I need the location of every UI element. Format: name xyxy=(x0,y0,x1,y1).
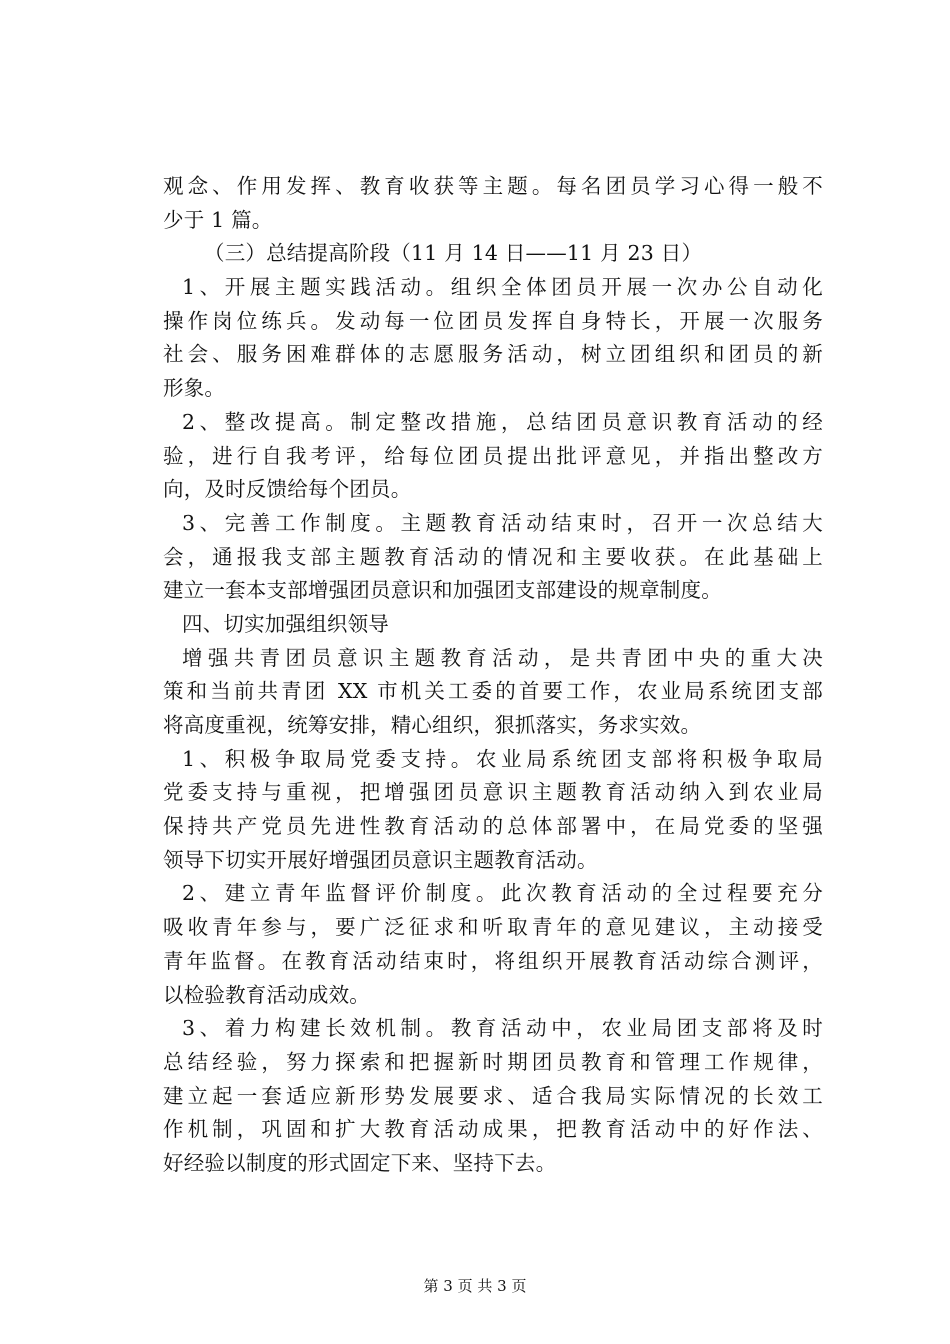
text-line: 增强共青团员意识主题教育活动，是共青团中央的重大决 xyxy=(182,645,823,670)
text-line: 1、开展主题实践活动。组织全体团员开展一次办公自动化 xyxy=(182,275,823,300)
document-body xyxy=(163,170,823,1181)
page-footer: 第 3 页 共 3 页 xyxy=(423,1277,527,1295)
text-line: 社会、服务困难群体的志愿服务活动，树立团组织和团员的新 xyxy=(163,342,823,367)
text-line: 验，进行自我考评，给每位团员提出批评意见，并指出整改方 xyxy=(163,443,823,468)
text-line: 2、建立青年监督评价制度。此次教育活动的全过程要充分 xyxy=(182,881,823,906)
text-line: 保持共产党员先进性教育活动的总体部署中，在局党委的坚强 xyxy=(163,814,823,839)
text-line: 党委支持与重视，把增强团员意识主题教育活动纳入到农业局 xyxy=(163,780,823,805)
text-line: 总结经验，努力探索和把握新时期团员教育和管理工作规律， xyxy=(163,1049,823,1074)
text-line: 向，及时反馈给每个团员。 xyxy=(163,477,412,502)
text-line: 四、切实加强组织领导 xyxy=(182,611,389,636)
text-line: 操作岗位练兵。发动每一位团员发挥自身特长，开展一次服务 xyxy=(163,308,823,333)
text-line: 吸收青年参与，要广泛征求和听取青年的意见建议，主动接受 xyxy=(163,915,823,940)
text-line: 2、整改提高。制定整改措施，总结团员意识教育活动的经 xyxy=(182,409,823,434)
text-line: 会，通报我支部主题教育活动的情况和主要收获。在此基础上 xyxy=(163,544,823,569)
text-line: 建立起一套适应新形势发展要求、适合我局实际情况的长效工 xyxy=(163,1083,823,1108)
text-line: 好经验以制度的形式固定下来、坚持下去。 xyxy=(163,1150,557,1175)
text-line: 领导下切实开展好增强团员意识主题教育活动。 xyxy=(163,847,598,872)
text-line: 将高度重视，统筹安排，精心组织，狠抓落实，务求实效。 xyxy=(163,713,702,737)
text-line: 3、着力构建长效机制。教育活动中，农业局团支部将及时 xyxy=(182,1016,823,1041)
text-line: 1、积极争取局党委支持。农业局系统团支部将积极争取局 xyxy=(182,746,823,771)
text-line: 作机制，巩固和扩大教育活动成果，把教育活动中的好作法、 xyxy=(163,1117,823,1142)
text-line: （三）总结提高阶段（11 月 14 日——11 月 23 日） xyxy=(204,241,703,266)
text-line: 观念、作用发挥、教育收获等主题。每名团员学习心得一般不 xyxy=(163,174,823,198)
text-line: 以检验教育活动成效。 xyxy=(163,982,370,1007)
text-line: 建立一套本支部增强团员意识和加强团支部建设的规章制度。 xyxy=(163,578,722,603)
text-line: 少于 1 篇。 xyxy=(163,207,273,232)
text-line: 策和当前共青团 XX 市机关工委的首要工作，农业局系统团支部 xyxy=(163,679,823,704)
text-line: 3、完善工作制度。主题教育活动结束时，召开一次总结大 xyxy=(182,510,823,535)
text-line: 形象。 xyxy=(163,376,226,401)
text-line: 青年监督。在教育活动结束时，将组织开展教育活动综合测评， xyxy=(163,948,823,973)
